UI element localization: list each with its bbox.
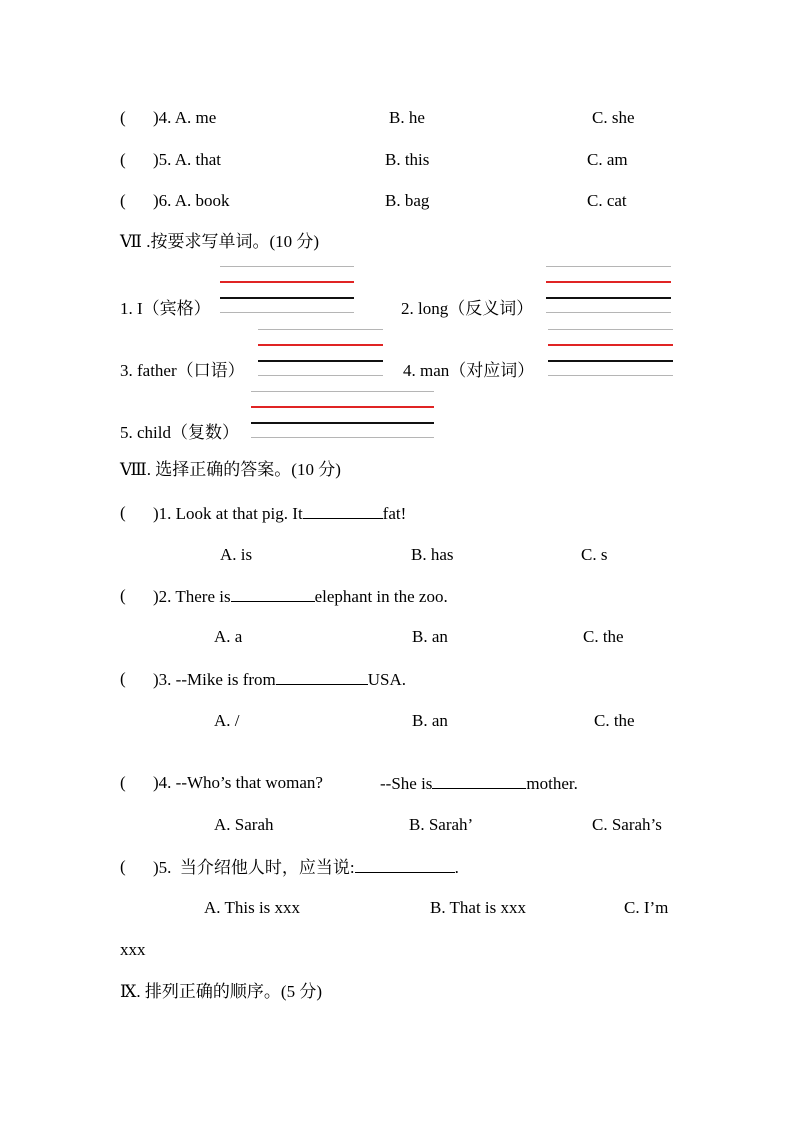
answer-paren: ( xyxy=(120,150,126,169)
writing-lines-3[interactable] xyxy=(258,329,383,377)
question-text: )2. There is xyxy=(153,587,231,606)
writing-lines-1[interactable] xyxy=(220,266,354,314)
answer-blank[interactable] xyxy=(432,773,526,789)
option-b: B. this xyxy=(385,150,430,169)
word-item-5: 5. child（复数） xyxy=(120,423,239,442)
option-c[interactable]: C. the xyxy=(583,627,624,646)
option-c: C. she xyxy=(592,108,635,127)
option-b[interactable]: B. an xyxy=(412,627,448,646)
question-text-end: mother. xyxy=(526,774,578,793)
writing-lines-5[interactable] xyxy=(251,391,434,439)
word-item-1: 1. I（宾格） xyxy=(120,299,211,318)
question-text: )4. A. me xyxy=(153,108,217,127)
question-text-end: elephant in the zoo. xyxy=(314,587,448,606)
option-b[interactable]: B. an xyxy=(412,711,448,730)
answer-paren: ( xyxy=(120,586,126,605)
section-8-title: Ⅷ. 选择正确的答案。(10 分) xyxy=(120,460,341,479)
section-9-title: Ⅸ. 排列正确的顺序。(5 分) xyxy=(120,982,322,1001)
answer-blank[interactable] xyxy=(303,503,383,519)
question-text: )4. --Who’s that woman? xyxy=(153,773,323,792)
option-c[interactable]: C. the xyxy=(594,711,635,730)
option-a[interactable]: A. Sarah xyxy=(214,815,274,834)
answer-blank[interactable] xyxy=(231,586,315,602)
question-text-end: USA. xyxy=(367,670,407,689)
writing-lines-4[interactable] xyxy=(548,329,673,377)
answer-paren: ( xyxy=(120,773,126,792)
question-text: )1. Look at that pig. It xyxy=(153,504,303,523)
question-text: )5. 当介绍他人时，应当说: xyxy=(153,858,355,877)
question-text: )5. A. that xyxy=(153,150,221,169)
option-a[interactable]: A. This is xxx xyxy=(204,898,301,917)
answer-paren: ( xyxy=(120,669,126,688)
option-b[interactable]: B. That is xxx xyxy=(430,898,527,917)
question-text: )3. --Mike is from xyxy=(153,670,276,689)
option-c-continued: xxx xyxy=(120,940,146,959)
word-item-4: 4. man（对应词） xyxy=(403,361,535,380)
question-text-end: . xyxy=(454,858,459,877)
answer-blank[interactable] xyxy=(276,669,368,685)
question-text: )6. A. book xyxy=(153,191,230,210)
option-c[interactable]: C. s xyxy=(581,545,608,564)
option-a[interactable]: A. a xyxy=(214,627,243,646)
option-c[interactable]: C. Sarah’s xyxy=(592,815,662,834)
option-b: B. he xyxy=(389,108,425,127)
answer-paren: ( xyxy=(120,191,126,210)
word-item-3: 3. father（口语） xyxy=(120,361,245,380)
writing-lines-2[interactable] xyxy=(546,266,671,314)
answer-paren: ( xyxy=(120,503,126,522)
option-a[interactable]: A. is xyxy=(220,545,253,564)
section-7-title: Ⅶ .按要求写单词。(10 分) xyxy=(120,232,320,251)
option-b[interactable]: B. Sarah’ xyxy=(409,815,474,834)
word-item-2: 2. long（反义词） xyxy=(401,299,534,318)
answer-blank[interactable] xyxy=(355,857,455,873)
question-text-answer: --She is xyxy=(380,774,433,793)
answer-paren: ( xyxy=(120,108,126,127)
option-c: C. cat xyxy=(587,191,627,210)
option-c[interactable]: C. I’m xyxy=(624,898,669,917)
question-text-end: fat! xyxy=(382,504,407,523)
option-b: B. bag xyxy=(385,191,430,210)
answer-paren: ( xyxy=(120,857,126,876)
option-a[interactable]: A. / xyxy=(214,711,240,730)
option-b[interactable]: B. has xyxy=(411,545,454,564)
option-c: C. am xyxy=(587,150,628,169)
